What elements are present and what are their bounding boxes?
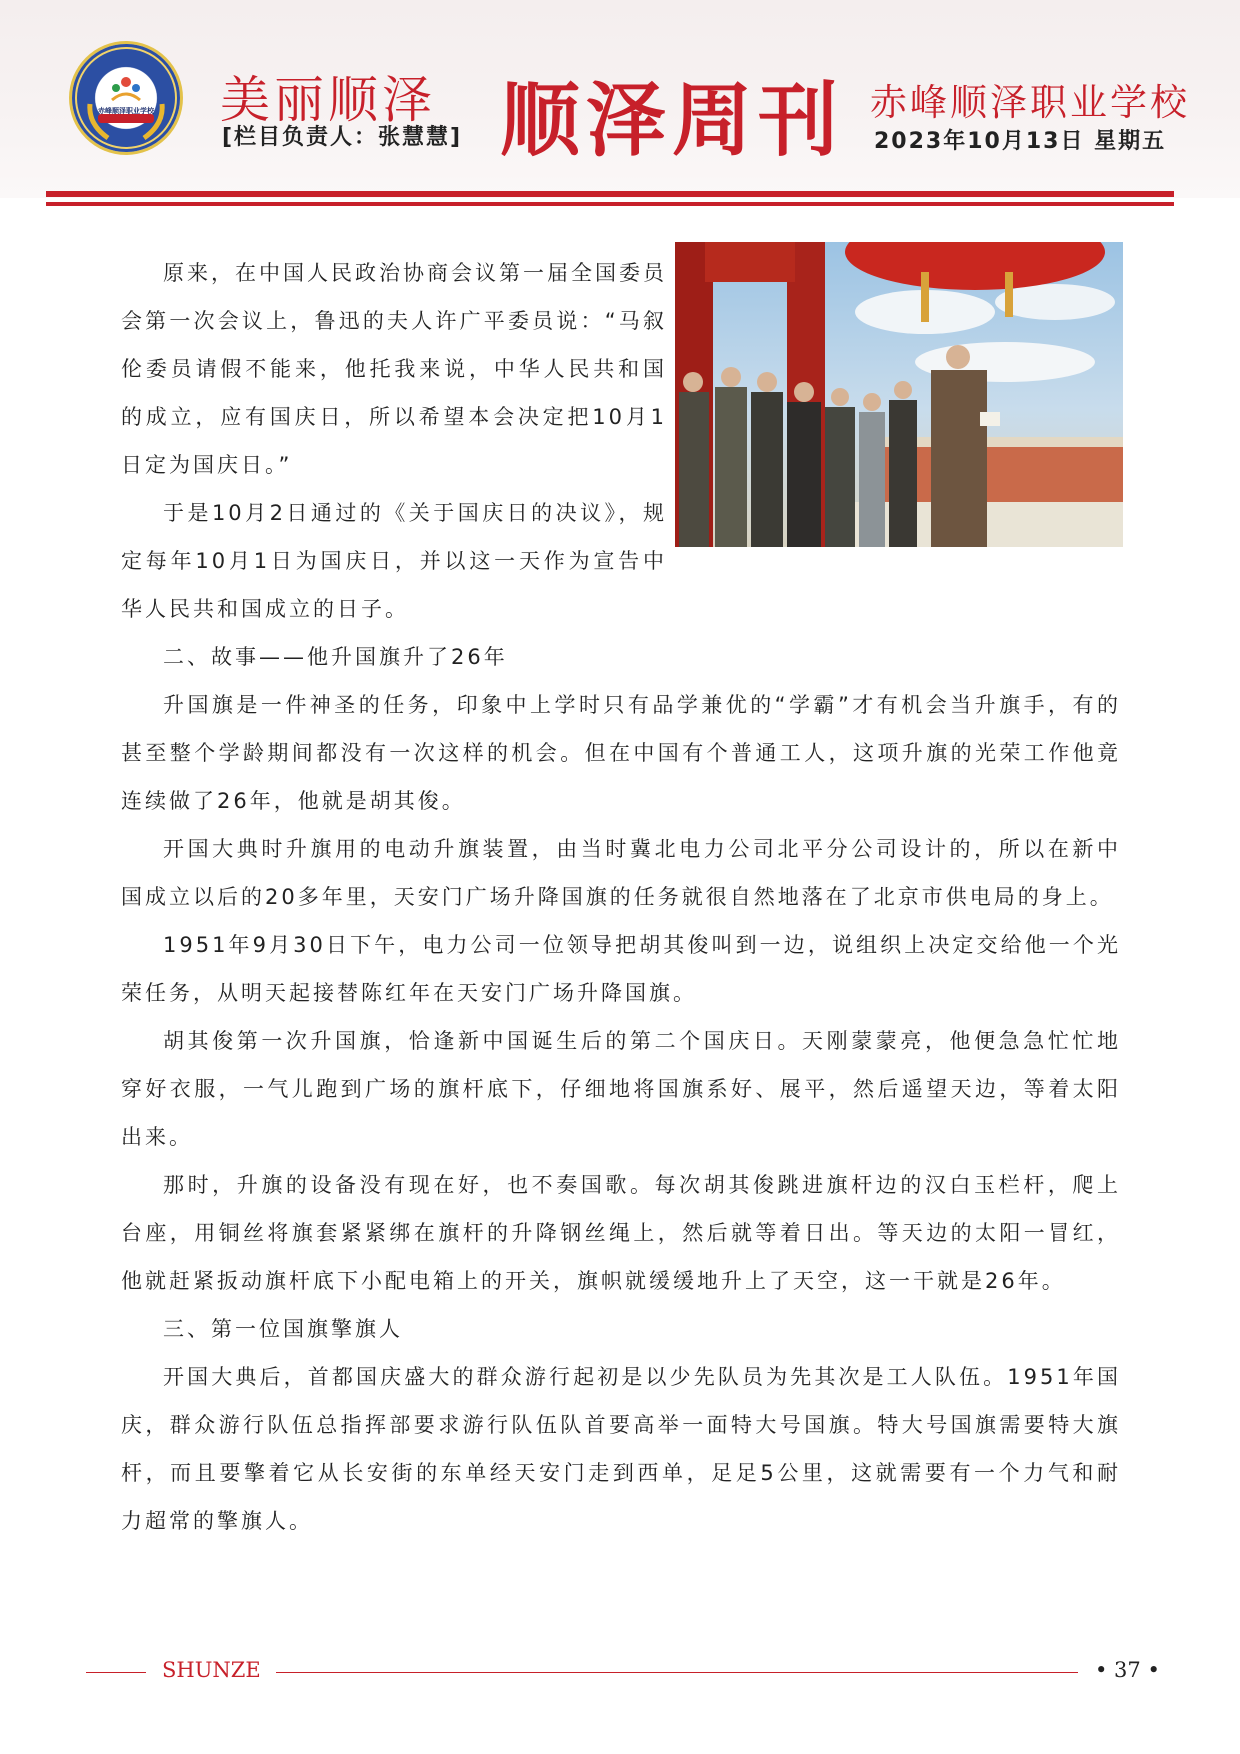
lead-text-column <box>121 249 667 633</box>
footer-brand: SHUNZE <box>162 1658 261 1682</box>
magazine-title: 顺泽周刊 <box>500 74 844 167</box>
school-name: 赤峰顺泽职业学校 <box>870 81 1190 124</box>
body-paragraph: 开国大典时升旗用的电动升旗装置，由当时冀北电力公司北平分公司设计的，所以在新中国成立以后的20多年里，天安门广场升降国旗的任务就很自然地落在了北京市供电局的身上。 <box>121 837 1121 909</box>
body-paragraph: 1951年9月30日下午，电力公司一位领导把胡其俊叫到一边，说组织上决定交给他一个光荣任务，从明天起接替陈红年在天安门广场升降国旗。 <box>121 933 1121 1005</box>
column-title: 美丽顺泽 <box>220 71 436 129</box>
body-paragraph: 升国旗是一件神圣的任务，印象中上学时只有品学兼优的“学霸”才有机会当升旗手，有的甚至整个学龄期间都没有一次这样的机会。但在中国有个普通工人，这项升旗的光荣工作他竟连续做了26年，他就是胡其俊。 <box>121 693 1121 813</box>
body-paragraph: 那时，升旗的设备没有现在好，也不奏国歌。每次胡其俊跳进旗杆边的汉白玉栏杆，爬上台座，用铜丝将旗套紧紧绑在旗杆的升降钢丝绳上，然后就等着日出。等天边的太阳一冒红，他就赶紧扳动旗杆底下小配电箱上的开关，旗帜就缓缓地升上了天空，这一干就是26年。 <box>121 1173 1121 1293</box>
main-text <box>121 633 1121 1545</box>
page-number: • 37 • <box>1095 1658 1160 1682</box>
emblem-school-name: 赤峰顺泽职业学校 <box>98 107 154 115</box>
school-emblem-icon <box>72 44 180 152</box>
column-editor: [栏目负责人：张慧慧] <box>222 125 463 150</box>
footer-rule-left <box>86 1672 146 1673</box>
header-rule-thick <box>46 191 1174 197</box>
body-paragraph: 胡其俊第一次升国旗，恰逢新中国诞生后的第二个国庆日。天刚蒙蒙亮，他便急急忙忙地穿好衣服，一气儿跑到广场的旗杆底下，仔细地将国旗系好、展平，然后遥望天边，等着太阳出来。 <box>121 1029 1121 1149</box>
section-heading-3: 三、第一位国旗擎旗人 <box>163 1317 403 1341</box>
header-rule-thin <box>46 202 1174 206</box>
painting-illustration <box>675 242 1123 547</box>
issue-date: 2023年10月13日 星期五 <box>874 129 1167 154</box>
founding-ceremony-painting <box>675 242 1123 547</box>
lead-paragraph-1: 原来，在中国人民政治协商会议第一届全国委员会第一次会议上，鲁迅的夫人许广平委员说：“马叙伦委员请假不能来，他托我来说，中华人民共和国的成立，应有国庆日，所以希望本会决定把10月1日定为国庆日。” <box>121 261 667 477</box>
section-heading-2: 二、故事——他升国旗升了26年 <box>163 645 508 669</box>
body-paragraph: 开国大典后，首都国庆盛大的群众游行起初是以少先队员为先其次是工人队伍。1951年国庆，群众游行队伍总指挥部要求游行队伍队首要高举一面特大号国旗。特大号国旗需要特大旗杆，而且要擎着它从长安街的东单经天安门走到西单，足足5公里，这就需要有一个力气和耐力超常的擎旗人。 <box>121 1365 1121 1533</box>
lead-paragraph-2: 于是10月2日通过的《关于国庆日的决议》，规定每年10月1日为国庆日，并以这一天作为宣告中华人民共和国成立的日子。 <box>121 501 667 621</box>
emblem-graphic <box>72 44 180 152</box>
footer-rule-right <box>276 1672 1078 1673</box>
